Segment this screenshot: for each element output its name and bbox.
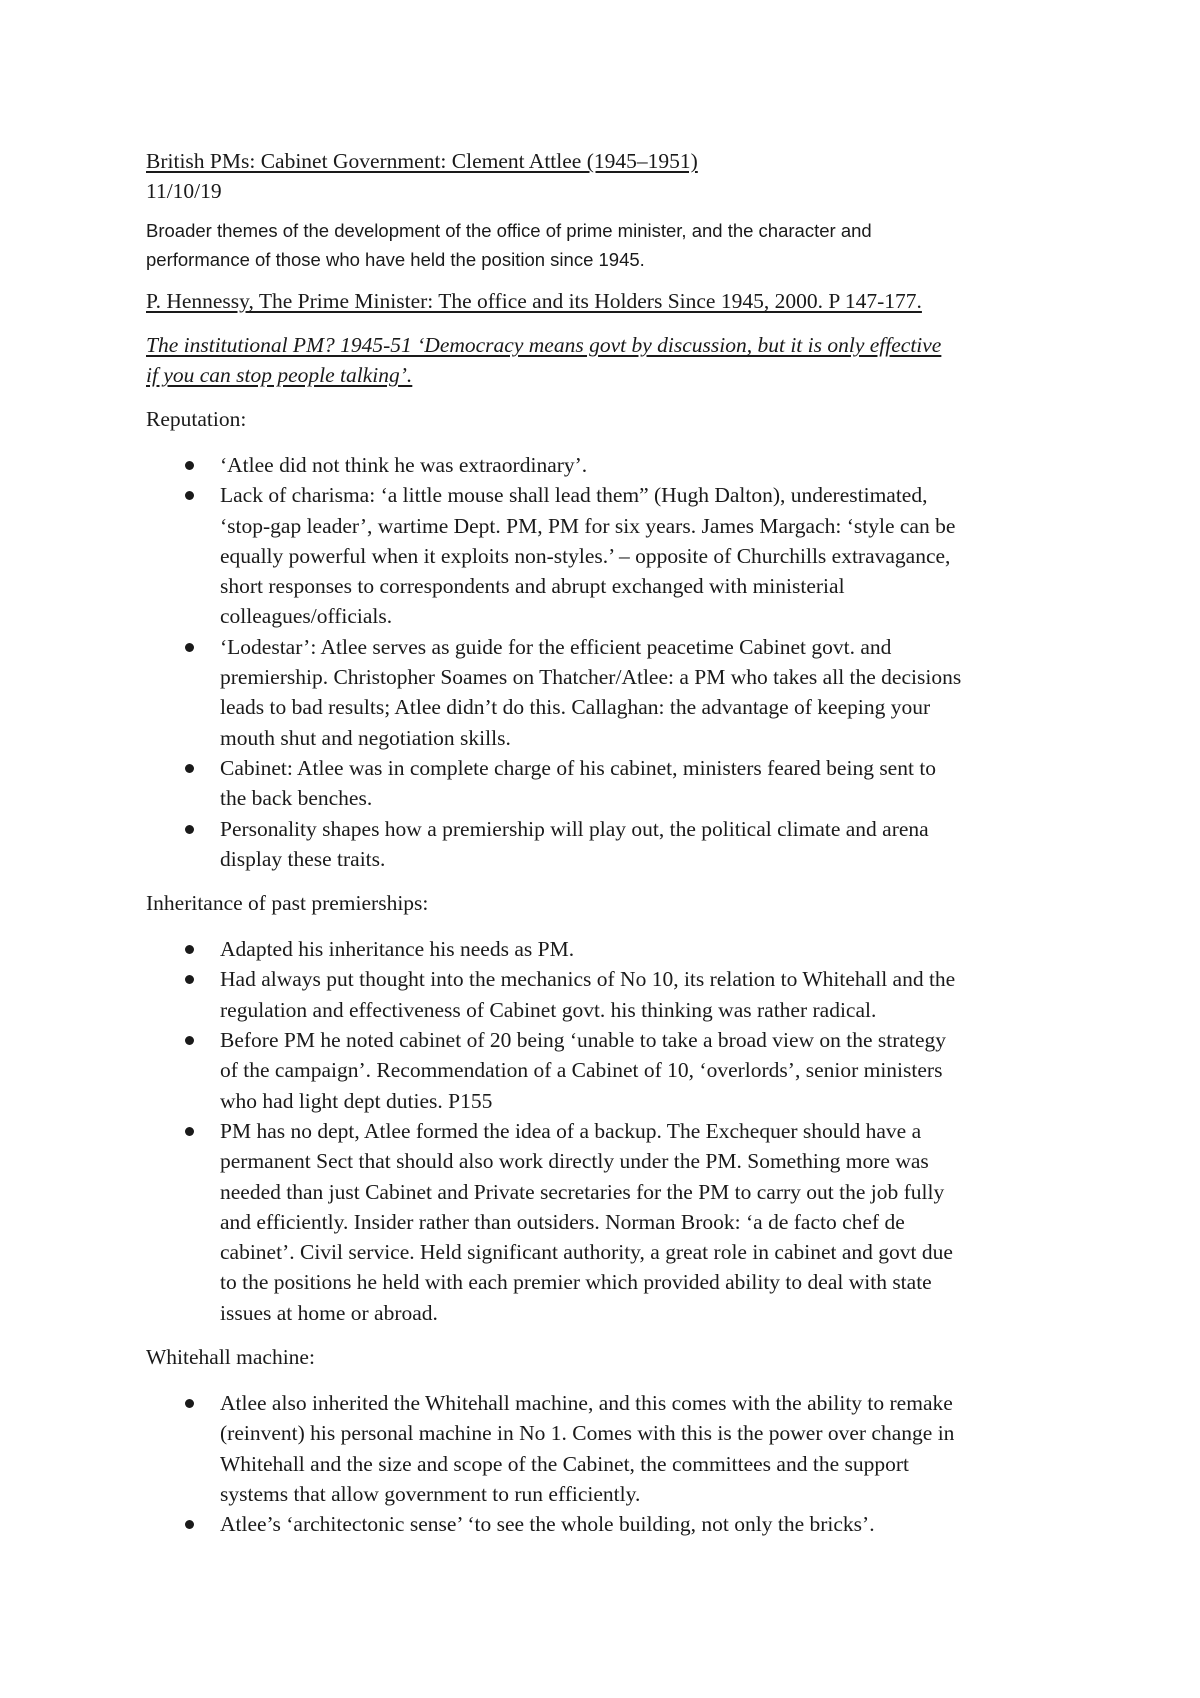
bullet-item	[146, 753, 1086, 814]
bullet-text-line: cabinet’. Civil service. Held significant authority, a great role in cabinet and govt due	[220, 1240, 953, 1265]
bullet-item	[146, 814, 1086, 875]
bullet-text-line: Atlee also inherited the Whitehall machine, and this comes with the ability to remake	[220, 1391, 953, 1416]
bullet-text-line: premiership. Christopher Soames on Thatcher/Atlee: a PM who takes all the decisions	[220, 665, 962, 690]
section-heading: Whitehall machine:	[146, 1345, 315, 1370]
bullet-text-line: to the positions he held with each premier which provided ability to deal with state	[220, 1270, 932, 1295]
document-page	[146, 146, 1086, 1540]
bullet-text-line: regulation and effectiveness of Cabinet govt. his thinking was rather radical.	[220, 997, 877, 1022]
bullet-text-line: Cabinet: Atlee was in complete charge of his cabinet, ministers feared being sent to	[220, 755, 937, 780]
bullet-text-line: Adapted his inheritance his needs as PM.	[220, 937, 575, 962]
bullet-text-line: Personality shapes how a premiership will play out, the political climate and arena	[220, 816, 929, 841]
bullet-item	[146, 1388, 1086, 1509]
theme-line: performance of those who have held the position since 1945.	[146, 249, 645, 270]
bullet-item	[146, 964, 1086, 1025]
bullet-text-line: ‘Lodestar’: Atlee serves as guide for the efficient peacetime Cabinet govt. and	[220, 634, 892, 659]
bullet-item	[146, 1116, 1086, 1328]
bullet-text-line: PM has no dept, Atlee formed the idea of a backup. The Exchequer should have a	[220, 1118, 922, 1143]
bullet-dot-icon	[185, 461, 194, 470]
bullet-text-line: systems that allow government to run efficiently.	[220, 1481, 641, 1506]
section-heading: Reputation:	[146, 407, 247, 431]
bullet-text-line: Lack of charisma: ‘a little mouse shall lead them” (Hugh Dalton), underestimated,	[220, 483, 928, 508]
bullet-text-line: Atlee’s ‘architectonic sense’ ‘to see the whole building, not only the bricks’.	[220, 1512, 875, 1537]
theme-statement	[146, 216, 1086, 274]
bullet-item	[146, 934, 1086, 964]
bullet-text-line: mouth shut and negotiation skills.	[220, 725, 511, 750]
bullet-dot-icon	[185, 1127, 194, 1136]
bullet-list	[146, 934, 1086, 1328]
bullet-text-line: (reinvent) his personal machine in No 1. Comes with this is the power over change in	[220, 1421, 955, 1446]
bullet-dot-icon	[185, 825, 194, 834]
bullet-text-line: ‘stop-gap leader’, wartime Dept. PM, PM for six years. James Margach: ‘style can be	[220, 513, 956, 538]
bullet-dot-icon	[185, 1399, 194, 1408]
section-heading: Inheritance of past premierships:	[146, 891, 429, 916]
bullet-text-line: ‘Atlee did not think he was extraordinary’.	[220, 453, 588, 477]
bullet-item	[146, 1025, 1086, 1116]
bullet-text-line: colleagues/officials.	[220, 604, 393, 629]
bullet-list	[146, 1388, 1086, 1539]
document-date: 11/10/19	[146, 179, 222, 203]
bullet-text-line: equally powerful when it exploits non-styles.’ – opposite of Churchills extravagance,	[220, 543, 951, 568]
bullet-item	[146, 1509, 1086, 1539]
bullet-list	[146, 450, 1086, 874]
reference-citation: P. Hennessy, The Prime Minister: The office and its Holders Since 1945, 2000. P 147-177.	[146, 289, 922, 313]
bullet-item	[146, 480, 1086, 631]
bullet-dot-icon	[185, 643, 194, 652]
bullet-text-line: Had always put thought into the mechanics of No 10, its relation to Whitehall and the	[220, 967, 956, 992]
bullet-text-line: the back benches.	[220, 786, 373, 811]
institutional-pm-quote	[146, 330, 1086, 390]
bullet-text-line: needed than just Cabinet and Private secretaries for the PM to carry out the job fully	[220, 1179, 945, 1204]
bullet-text-line: display these traits.	[220, 846, 386, 871]
bullet-dot-icon	[185, 945, 194, 954]
bullet-item	[146, 450, 1086, 480]
bullet-dot-icon	[185, 1036, 194, 1045]
bullet-item	[146, 632, 1086, 753]
quote-line: The institutional PM? 1945-51 ‘Democracy means govt by discussion, but it is only effective	[146, 333, 942, 357]
bullet-text-line: Before PM he noted cabinet of 20 being ‘unable to take a broad view on the strategy	[220, 1028, 946, 1053]
quote-line: if you can stop people talking’.	[146, 363, 413, 387]
bullet-dot-icon	[185, 764, 194, 773]
bullet-text-line: leads to bad results; Atlee didn’t do this. Callaghan: the advantage of keeping your	[220, 695, 931, 720]
bullet-text-line: of the campaign’. Recommendation of a Cabinet of 10, ‘overlords’, senior ministers	[220, 1058, 943, 1083]
bullet-text-line: short responses to correspondents and abrupt exchanged with ministerial	[220, 574, 845, 599]
theme-line: Broader themes of the development of the office of prime minister, and the character and	[146, 220, 872, 241]
document-title: British PMs: Cabinet Government: Clement Attlee (1945–1951)	[146, 149, 698, 173]
bullet-text-line: issues at home or abroad.	[220, 1300, 438, 1325]
bullet-dot-icon	[185, 491, 194, 500]
bullet-dot-icon	[185, 975, 194, 984]
bullet-dot-icon	[185, 1520, 194, 1529]
bullet-text-line: Whitehall and the size and scope of the Cabinet, the committees and the support	[220, 1451, 909, 1476]
notes-sections	[146, 404, 1086, 1540]
bullet-text-line: permanent Sect that should also work directly under the PM. Something more was	[220, 1149, 929, 1174]
bullet-text-line: and efficiently. Insider rather than outsiders. Norman Brook: ‘a de facto chef de	[220, 1209, 905, 1234]
bullet-text-line: who had light dept duties. P155	[220, 1088, 493, 1113]
